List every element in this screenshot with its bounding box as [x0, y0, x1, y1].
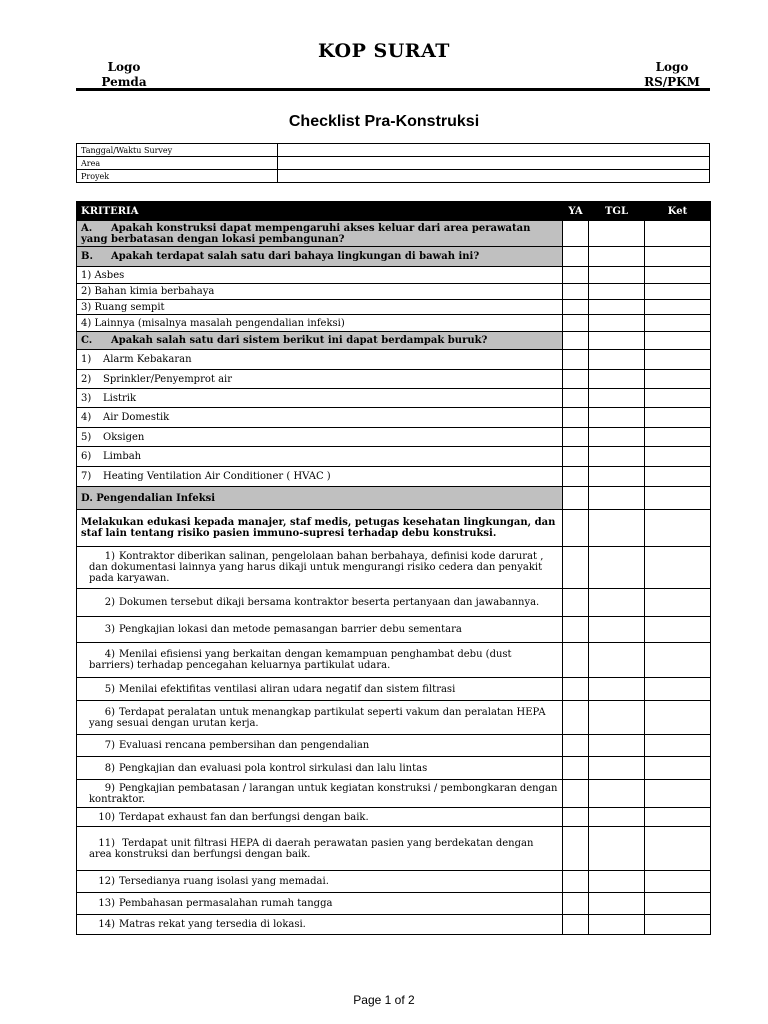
criteria-label: Matras rekat yang tersedia di lokasi. [119, 919, 306, 930]
criteria-text [77, 370, 563, 389]
criteria-number: C. [81, 335, 93, 346]
criteria-text [77, 915, 563, 935]
criteria-number: 5) [81, 431, 92, 443]
info-value-field[interactable] [278, 170, 710, 183]
criteria-label: Pembahasan permasalahan rumah tangga [119, 898, 333, 909]
cell-ket[interactable] [645, 300, 711, 315]
cell-tgl[interactable] [589, 735, 645, 757]
cell-ya[interactable] [563, 408, 589, 428]
cell-ket[interactable] [645, 315, 711, 332]
cell-ya[interactable] [563, 547, 589, 589]
cell-tgl[interactable] [589, 428, 645, 447]
info-row [77, 170, 710, 183]
cell-ket[interactable] [645, 871, 711, 893]
column-header-kriteria: KRITERIA [77, 202, 563, 221]
cell-ket[interactable] [645, 617, 711, 643]
checklist-row [77, 300, 711, 315]
criteria-label: Listrik [103, 392, 137, 404]
checklist-row [77, 510, 711, 547]
criteria-number: 9) [104, 782, 115, 794]
cell-ket[interactable] [645, 247, 711, 267]
criteria-label: Pengkajian pembatasan / larangan untuk kegiatan konstruksi / pembongkaran dengan kontraktor. [89, 782, 558, 805]
cell-ya[interactable] [563, 701, 589, 735]
criteria-label: Air Domestik [103, 412, 170, 423]
criteria-label: Apakah salah satu dari sistem berikut ini dapat berdampak buruk? [111, 335, 488, 346]
cell-ya[interactable] [563, 447, 589, 467]
criteria-label: Evaluasi rencana pembersihan dan pengendalian [119, 740, 370, 751]
cell-tgl[interactable] [589, 678, 645, 701]
cell-tgl[interactable] [589, 267, 645, 284]
column-header-ya: YA [563, 202, 589, 221]
checklist-row [77, 893, 711, 915]
criteria-number: 2) [104, 597, 115, 608]
criteria-number: 1) [104, 551, 115, 562]
criteria-label: Menilai efisiensi yang berkaitan dengan kemampuan penghambat debu (dust barriers) terhadap pencegahan keluarnya partikulat udara. [89, 649, 512, 671]
criteria-number: 3) [104, 624, 115, 635]
info-row [77, 144, 710, 157]
checklist-row [77, 735, 711, 757]
cell-ket[interactable] [645, 284, 711, 300]
logo-left-line1: Logo [107, 60, 141, 74]
cell-ya[interactable] [563, 370, 589, 389]
cell-ket[interactable] [645, 408, 711, 428]
criteria-label: D. Pengendalian Infeksi [81, 492, 216, 504]
cell-ket[interactable] [645, 915, 711, 935]
cell-tgl[interactable] [589, 350, 645, 370]
criteria-text [77, 643, 563, 678]
cell-tgl[interactable] [589, 247, 645, 267]
checklist-row [77, 678, 711, 701]
criteria-label: Apakah konstruksi dapat mempengaruhi akses keluar dari area perawatan yang berbatasan dengan lokasi pembangunan? [81, 222, 531, 245]
page-number: Page 1 of 2 [353, 993, 415, 1007]
column-header-ket: Ket [645, 202, 711, 221]
criteria-number: 2) [81, 373, 92, 385]
checklist-row [77, 757, 711, 780]
checklist-row [77, 467, 711, 487]
cell-tgl[interactable] [589, 284, 645, 300]
criteria-number: 10) [98, 811, 115, 823]
cell-ya[interactable] [563, 487, 589, 510]
cell-ya[interactable] [563, 643, 589, 678]
criteria-label: Dokumen tersebut dikaji bersama kontraktor beserta pertanyaan dan jawabannya. [119, 597, 540, 608]
criteria-text [77, 428, 563, 447]
cell-tgl[interactable] [589, 467, 645, 487]
criteria-label: 1) Asbes [81, 269, 125, 281]
cell-ya[interactable] [563, 735, 589, 757]
section-header-row [77, 247, 711, 267]
cell-tgl[interactable] [589, 589, 645, 617]
criteria-text [77, 300, 563, 315]
criteria-text [77, 510, 563, 547]
cell-tgl[interactable] [589, 547, 645, 589]
cell-ket[interactable] [645, 389, 711, 408]
criteria-text [77, 221, 563, 247]
info-row [77, 157, 710, 170]
criteria-text [77, 467, 563, 487]
cell-tgl[interactable] [589, 447, 645, 467]
criteria-text [77, 780, 563, 808]
criteria-text [77, 315, 563, 332]
criteria-number: 8) [104, 762, 115, 774]
cell-ya[interactable] [563, 510, 589, 547]
cell-tgl[interactable] [589, 510, 645, 547]
checklist-row [77, 871, 711, 893]
criteria-number: 1) [81, 354, 92, 365]
info-label: Tanggal/Waktu Survey [77, 144, 278, 157]
cell-ya[interactable] [563, 589, 589, 617]
criteria-text [77, 284, 563, 300]
cell-tgl[interactable] [589, 893, 645, 915]
cell-ya[interactable] [563, 893, 589, 915]
cell-ya[interactable] [563, 808, 589, 827]
cell-ket[interactable] [645, 893, 711, 915]
cell-tgl[interactable] [589, 315, 645, 332]
checklist-row [77, 267, 711, 284]
cell-ket[interactable] [645, 428, 711, 447]
column-header-tgl: TGL [589, 202, 645, 221]
section-header-row [77, 221, 711, 247]
cell-tgl[interactable] [589, 808, 645, 827]
cell-tgl[interactable] [589, 827, 645, 871]
checklist-row [77, 827, 711, 871]
logo-left-line2: Pemda [101, 75, 147, 89]
criteria-text [77, 408, 563, 428]
cell-ket[interactable] [645, 589, 711, 617]
criteria-label: Oksigen [103, 431, 145, 443]
cell-ya[interactable] [563, 428, 589, 447]
criteria-label: 2) Bahan kimia berbahaya [81, 286, 215, 297]
criteria-text [77, 389, 563, 408]
criteria-text [77, 247, 563, 267]
criteria-text [77, 678, 563, 701]
checklist-row [77, 428, 711, 447]
checklist-row [77, 315, 711, 332]
cell-tgl[interactable] [589, 701, 645, 735]
cell-tgl[interactable] [589, 487, 645, 510]
cell-ket[interactable] [645, 467, 711, 487]
checklist-row [77, 350, 711, 370]
checklist-row [77, 447, 711, 467]
checklist-row [77, 701, 711, 735]
checklist-row [77, 808, 711, 827]
section-header-row [77, 487, 711, 510]
criteria-text [77, 808, 563, 827]
criteria-text [77, 735, 563, 757]
criteria-number: 11) [98, 837, 115, 849]
cell-ket[interactable] [645, 808, 711, 827]
criteria-label: Terdapat unit filtrasi HEPA di daerah perawatan pasien yang berdekatan dengan area konstruksi dan berfungsi dengan baik. [89, 837, 534, 860]
cell-tgl[interactable] [589, 370, 645, 389]
logo-right-line2: RS/PKM [644, 75, 700, 89]
cell-ket[interactable] [645, 332, 711, 350]
criteria-number: 5) [104, 683, 115, 695]
cell-ya[interactable] [563, 247, 589, 267]
checklist-row [77, 915, 711, 935]
criteria-number: 4) [104, 649, 115, 660]
info-value-field[interactable] [278, 157, 710, 170]
checklist-row [77, 389, 711, 408]
cell-tgl[interactable] [589, 300, 645, 315]
criteria-number: A. [81, 222, 93, 234]
criteria-label: Melakukan edukasi kepada manajer, staf medis, petugas kesehatan lingkungan, dan staf lain tentang risiko pasien immuno-supresi terhadap debu konstruksi. [81, 517, 556, 539]
criteria-number: 3) [81, 392, 92, 404]
checklist-row [77, 780, 711, 808]
criteria-label: 3) Ruang sempit [81, 301, 165, 313]
cell-ya[interactable] [563, 915, 589, 935]
criteria-label: Sprinkler/Penyemprot air [103, 373, 233, 385]
checklist-row [77, 617, 711, 643]
checklist-table [76, 201, 711, 935]
criteria-number: B. [81, 251, 93, 262]
criteria-label: Terdapat peralatan untuk menangkap partikulat seperti vakum dan peralatan HEPA yang sesuai dengan urutan kerja. [89, 706, 546, 729]
criteria-text [77, 893, 563, 915]
section-header-row [77, 332, 711, 350]
cell-ya[interactable] [563, 678, 589, 701]
cell-ket[interactable] [645, 678, 711, 701]
checklist-header-row [77, 202, 711, 221]
logo-right-line1: Logo [655, 60, 689, 74]
cell-tgl[interactable] [589, 643, 645, 678]
criteria-number: 6) [104, 706, 115, 718]
criteria-number: 6) [81, 451, 92, 462]
criteria-number: 7) [81, 471, 92, 482]
criteria-number: 14) [98, 919, 115, 930]
criteria-label: Pengkajian lokasi dan metode pemasangan barrier debu sementara [119, 624, 462, 635]
cell-ket[interactable] [645, 757, 711, 780]
criteria-text [77, 827, 563, 871]
criteria-text [77, 350, 563, 370]
criteria-label: Menilai efektifitas ventilasi aliran udara negatif dan sistem filtrasi [119, 683, 456, 695]
cell-tgl[interactable] [589, 780, 645, 808]
cell-ket[interactable] [645, 267, 711, 284]
criteria-text [77, 589, 563, 617]
cell-tgl[interactable] [589, 332, 645, 350]
cell-ket[interactable] [645, 221, 711, 247]
criteria-text [77, 701, 563, 735]
checklist-row [77, 284, 711, 300]
criteria-label: Alarm Kebakaran [103, 354, 192, 365]
cell-tgl[interactable] [589, 617, 645, 643]
criteria-label: Tersedianya ruang isolasi yang memadai. [119, 876, 329, 887]
cell-ket[interactable] [645, 350, 711, 370]
cell-tgl[interactable] [589, 221, 645, 247]
criteria-text [77, 267, 563, 284]
cell-ket[interactable] [645, 643, 711, 678]
checklist-row [77, 408, 711, 428]
cell-ya[interactable] [563, 617, 589, 643]
cell-ya[interactable] [563, 827, 589, 871]
header-divider [76, 88, 710, 91]
info-value-field[interactable] [278, 144, 710, 157]
cell-ya[interactable] [563, 332, 589, 350]
criteria-text [77, 487, 563, 510]
criteria-number: 4) [81, 412, 92, 423]
checklist-row [77, 643, 711, 678]
cell-ket[interactable] [645, 547, 711, 589]
criteria-label: Apakah terdapat salah satu dari bahaya lingkungan di bawah ini? [111, 251, 480, 262]
cell-ket[interactable] [645, 701, 711, 735]
document-title: Checklist Pra-Konstruksi [288, 113, 480, 130]
checklist-row [77, 547, 711, 589]
criteria-text [77, 447, 563, 467]
checklist-row [77, 589, 711, 617]
criteria-number: 13) [98, 898, 115, 909]
criteria-label: 4) Lainnya (misalnya masalah pengendalian infeksi) [81, 317, 345, 329]
cell-ket[interactable] [645, 370, 711, 389]
cell-ket[interactable] [645, 780, 711, 808]
info-label: Proyek [77, 170, 278, 183]
cell-ya[interactable] [563, 780, 589, 808]
logo-rs-placeholder [632, 60, 712, 90]
cell-ket[interactable] [645, 487, 711, 510]
cell-ket[interactable] [645, 827, 711, 871]
criteria-text [77, 617, 563, 643]
criteria-text [77, 547, 563, 589]
cell-ket[interactable] [645, 735, 711, 757]
cell-ya[interactable] [563, 467, 589, 487]
cell-ya[interactable] [563, 315, 589, 332]
criteria-text [77, 332, 563, 350]
survey-info-table [76, 143, 710, 183]
cell-ya[interactable] [563, 350, 589, 370]
letterhead-title: KOP SURAT [318, 40, 450, 62]
cell-ya[interactable] [563, 300, 589, 315]
criteria-label: Pengkajian dan evaluasi pola kontrol sirkulasi dan lalu lintas [119, 762, 428, 774]
cell-ya[interactable] [563, 389, 589, 408]
cell-ket[interactable] [645, 510, 711, 547]
criteria-label: Heating Ventilation Air Conditioner ( HVAC ) [103, 471, 331, 482]
criteria-text [77, 757, 563, 780]
cell-tgl[interactable] [589, 915, 645, 935]
cell-ya[interactable] [563, 267, 589, 284]
criteria-text [77, 871, 563, 893]
criteria-label: Terdapat exhaust fan dan berfungsi dengan baik. [119, 811, 369, 823]
criteria-number: 7) [104, 740, 115, 751]
cell-ket[interactable] [645, 447, 711, 467]
cell-tgl[interactable] [589, 389, 645, 408]
cell-tgl[interactable] [589, 871, 645, 893]
cell-ya[interactable] [563, 871, 589, 893]
criteria-label: Kontraktor diberikan salinan, pengelolaan bahan berbahaya, definisi kode darurat , dan dokumentasi lainnya yang harus dikaji untuk mengurangi risiko cedera dan penyakit pada karyawan. [89, 551, 544, 584]
cell-ya[interactable] [563, 757, 589, 780]
logo-pemda-placeholder [94, 60, 154, 90]
cell-tgl[interactable] [589, 757, 645, 780]
cell-tgl[interactable] [589, 408, 645, 428]
criteria-number: 12) [98, 876, 115, 887]
criteria-label: Limbah [103, 451, 142, 462]
checklist-row [77, 370, 711, 389]
info-label: Area [77, 157, 278, 170]
cell-ya[interactable] [563, 284, 589, 300]
cell-ya[interactable] [563, 221, 589, 247]
